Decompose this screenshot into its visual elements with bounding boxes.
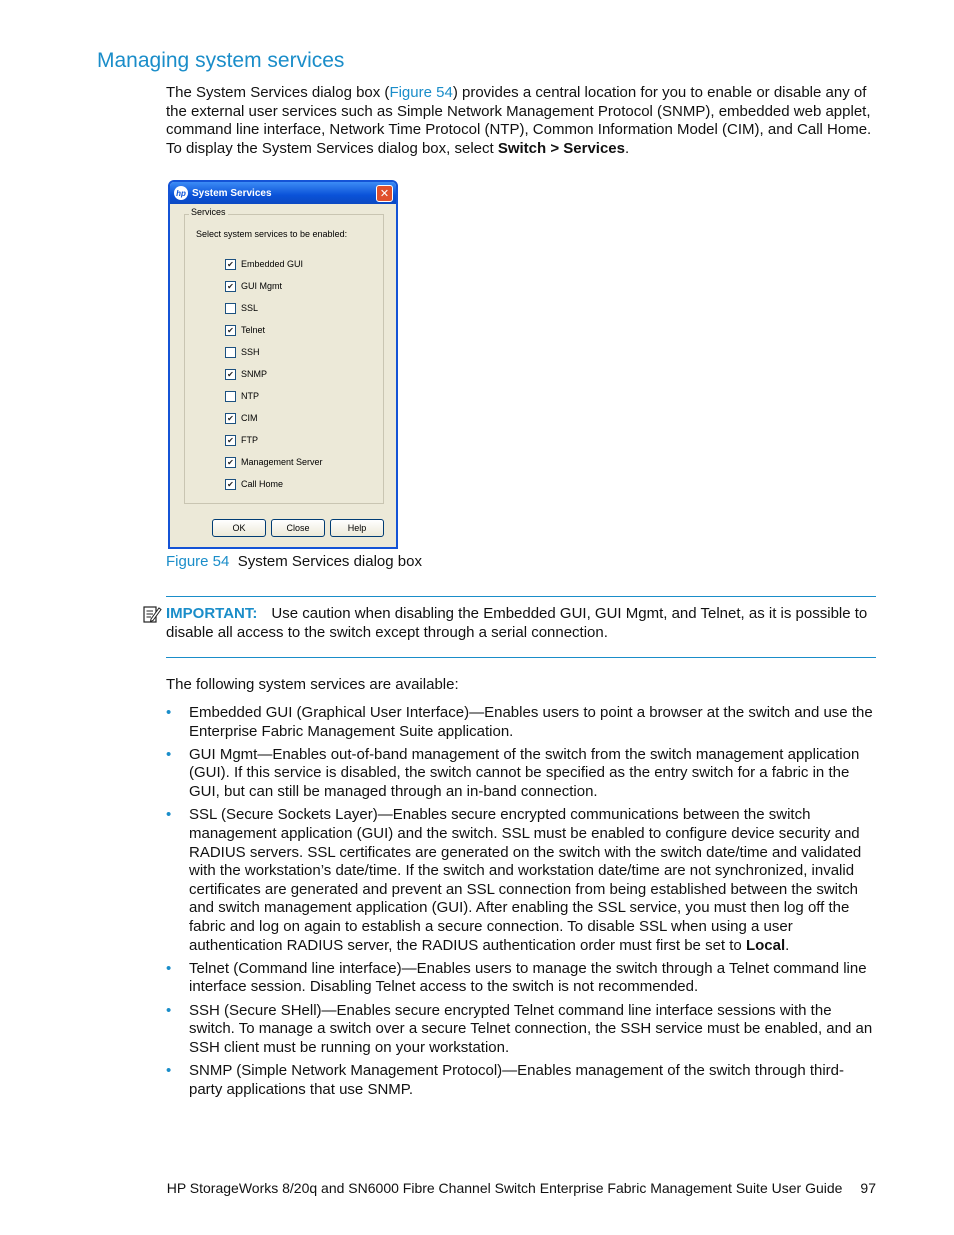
service-checkbox[interactable]: ✔	[225, 325, 236, 336]
services-prompt: Select system services to be enabled:	[196, 229, 348, 239]
service-item[interactable]	[225, 341, 323, 363]
service-label: SNMP	[241, 369, 268, 379]
bullet-icon: •	[166, 704, 172, 721]
list-item	[166, 746, 876, 802]
service-label: Embedded GUI	[241, 259, 304, 269]
menu-path: Switch > Services	[497, 139, 625, 157]
bullet-icon: •	[166, 1001, 172, 1019]
list-item	[166, 1062, 876, 1099]
services-checkbox-list	[225, 253, 323, 495]
services-group-label: Services	[191, 207, 226, 217]
service-label: NTP	[241, 391, 259, 401]
bullet-icon: •	[166, 1062, 172, 1080]
important-bottom-rule	[166, 657, 876, 658]
figure-caption	[166, 553, 422, 570]
list-item	[166, 704, 876, 741]
service-checkbox[interactable]: ✔	[225, 435, 236, 446]
service-checkbox[interactable]: ✔	[225, 369, 236, 380]
intro-text-1: The System Services dialog box (	[166, 84, 390, 101]
service-label: GUI Mgmt	[241, 281, 283, 291]
bullet-text: SSL (Secure Sockets Layer)—Enables secure encrypted communications between the switch management application (GUI) and the switch. SSL must be enabled to configure device security and RADIUS servers. SSL certificates are generated on the switch with the switch date/time and validated with the workstation’s date/time. If the switch and workstation date/time are not synchronized, invalid certificates are generated and prevent an SSL connection from being established between the switch and switch management application (GUI). After enabling the SSL service, you must then log off the fabric and log on again to establish a secure connection. To disable SSL when using a user authentication RADIUS server, the RADIUS authentication order must first be set to	[189, 806, 862, 954]
list-item	[166, 1002, 876, 1058]
bullet-bold-term: Local	[745, 936, 786, 954]
service-item[interactable]	[225, 473, 323, 495]
dialog-close-icon[interactable]: ✕	[376, 185, 393, 202]
service-checkbox[interactable]: ✔	[225, 413, 236, 424]
services-intro: The following system services are available:	[166, 676, 459, 693]
services-group	[184, 207, 384, 504]
important-text: Use caution when disabling the Embedded GUI, GUI Mgmt, and Telnet, as it is possible to disable all access to the switch except through a serial connection.	[166, 605, 868, 641]
page-number: 97	[860, 1180, 876, 1196]
bullet-tail: .	[785, 936, 790, 954]
system-services-dialog	[168, 180, 398, 549]
service-checkbox[interactable]: ✔	[225, 479, 236, 490]
list-item	[166, 806, 876, 955]
important-top-rule	[166, 596, 876, 597]
service-checkbox[interactable]	[225, 347, 236, 358]
service-label: Telnet	[241, 325, 266, 335]
service-item[interactable]	[225, 451, 323, 473]
service-item[interactable]	[225, 297, 323, 319]
service-checkbox[interactable]: ✔	[225, 457, 236, 468]
intro-text-2: ) provides a central location for you to enable or disable any of the external user services such as Simple Network Management Protocol (SNMP), embedded web applet, command line interface, Network Time Protocol (NTP), Common Information Model (CIM), and Call Home. To display the System Services dialog box, select	[166, 84, 872, 157]
page-footer	[0, 1180, 876, 1196]
service-item[interactable]	[225, 429, 323, 451]
service-checkbox[interactable]	[225, 303, 236, 314]
service-label: Call Home	[241, 479, 284, 489]
service-item[interactable]	[225, 253, 323, 275]
list-item	[166, 960, 876, 997]
service-item[interactable]	[225, 407, 323, 429]
important-note-icon	[142, 604, 162, 624]
bullet-icon: •	[166, 745, 172, 763]
figure-caption-number: Figure 54	[166, 553, 230, 570]
service-label: Management Server	[241, 457, 323, 467]
close-button[interactable]: Close	[271, 519, 325, 537]
important-label: IMPORTANT:	[166, 605, 258, 622]
bullet-text: SNMP (Simple Network Management Protocol)—Enables management of the switch through third-party applications that use SNMP.	[189, 1062, 845, 1098]
dialog-title: System Services	[192, 187, 272, 199]
bullet-text: Embedded GUI (Graphical User Interface)—Enables users to point a browser at the switch and use the Enterprise Fabric Management Suite application.	[189, 704, 873, 740]
bullet-icon: •	[166, 959, 172, 977]
service-label: SSH	[241, 347, 260, 357]
dialog-button-row	[212, 519, 384, 537]
service-label: FTP	[241, 435, 258, 445]
bullet-icon: •	[166, 806, 172, 824]
bullet-text: Telnet (Command line interface)—Enables users to manage the switch through a Telnet command line interface session. Disabling Telnet access to the switch is not recommended.	[189, 959, 867, 996]
help-button[interactable]: Help	[330, 519, 384, 537]
bullet-text: GUI Mgmt—Enables out-of-band management of the switch from the switch management application (GUI). If this service is disabled, the switch cannot be specified as the entry switch for a fabric in the GUI, but can still be managed through an in-band connection.	[189, 745, 860, 801]
service-item[interactable]	[225, 363, 323, 385]
service-item[interactable]	[225, 275, 323, 297]
service-label: SSL	[241, 303, 259, 313]
service-checkbox[interactable]	[225, 391, 236, 402]
service-label: CIM	[241, 413, 258, 423]
page-title: Managing system services	[97, 49, 345, 72]
service-item[interactable]	[225, 319, 323, 341]
footer-title: HP StorageWorks 8/20q and SN6000 Fibre Channel Switch Enterprise Fabric Management Suite User Guide	[166, 1180, 843, 1196]
service-checkbox[interactable]: ✔	[225, 281, 236, 292]
service-item[interactable]	[225, 385, 323, 407]
hp-logo-icon: hp	[174, 186, 188, 200]
intro-text-3: .	[624, 139, 630, 157]
figure-54-link[interactable]: Figure 54	[389, 84, 453, 101]
figure-caption-text: System Services dialog box	[237, 553, 422, 570]
bullet-text: SSH (Secure SHell)—Enables secure encrypted Telnet command line interface sessions with the switch. To manage a switch over a secure Telnet connection, the SSH service must be enabled, and an SSH client must be running on your workstation.	[189, 1001, 873, 1056]
service-checkbox[interactable]: ✔	[225, 259, 236, 270]
important-note	[166, 605, 876, 642]
dialog-titlebar	[170, 182, 396, 204]
intro-paragraph	[166, 84, 876, 158]
services-bullet-list	[166, 704, 876, 1104]
ok-button[interactable]: OK	[212, 519, 266, 537]
